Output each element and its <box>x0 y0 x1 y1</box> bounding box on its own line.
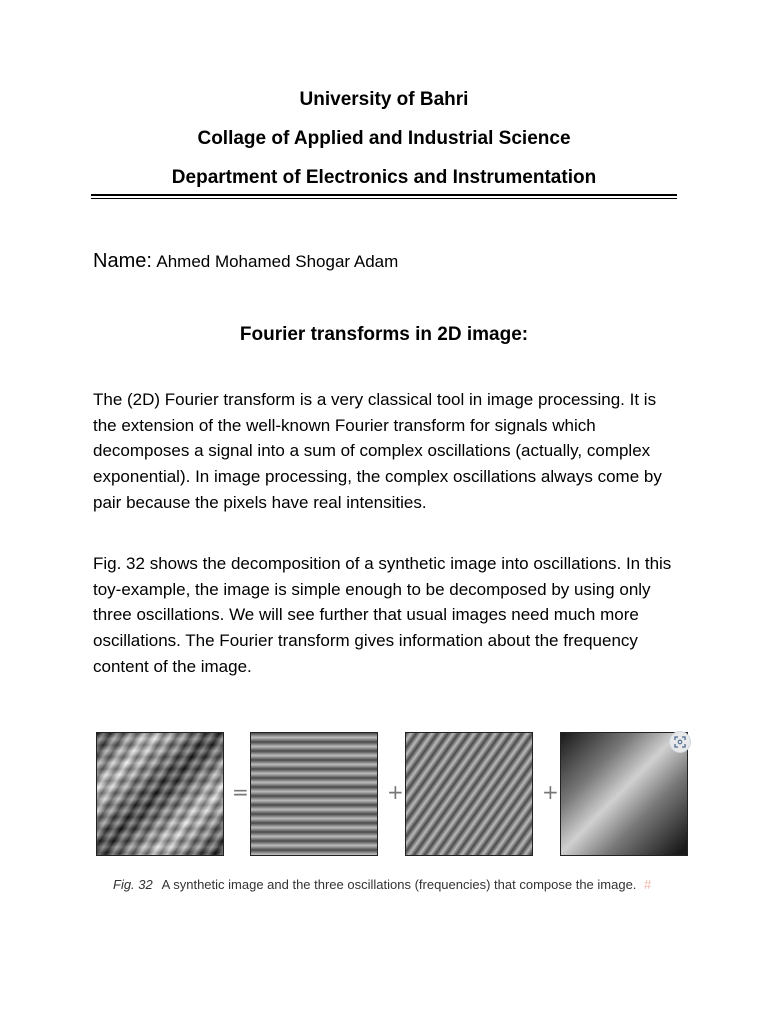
oscillation-horizontal[interactable] <box>250 732 378 856</box>
oscillation-low-frequency[interactable] <box>560 732 688 856</box>
name-value: Ahmed Mohamed Shogar Adam <box>156 252 399 271</box>
zoom-icon <box>674 736 686 748</box>
header-department: Department of Electronics and Instrumentation <box>171 167 597 188</box>
zoom-button[interactable] <box>669 731 691 753</box>
paragraph-figure-description: Fig. 32 shows the decomposition of a synthetic image into oscillations. In this toy-example, the image is simple enough to be decomposed by using only three oscillations. We will see further that usual images need much more oscillations. The Fourier transform gives information about the frequency content of the image. <box>93 554 672 676</box>
header-rule-thin <box>91 198 677 199</box>
paragraph-intro: The (2D) Fourier transform is a very classical tool in image processing. It is the extension of the well-known Fourier transform for signals which decomposes a signal into a sum of complex oscillations (actually, complex exponential). In image processing, the complex oscillations always come by pair because the pixels have real intensities. <box>93 390 662 512</box>
caption-permalink[interactable]: # <box>644 877 652 892</box>
synthetic-image[interactable] <box>96 732 224 856</box>
caption-label: Fig. 32 <box>113 877 153 892</box>
header-rule-thick <box>91 194 677 196</box>
figure-fourier-decomposition <box>93 730 701 895</box>
name-row <box>93 250 398 273</box>
section-title: Fourier transforms in 2D image: <box>239 324 529 345</box>
header-college: Collage of Applied and Industrial Science <box>197 128 571 149</box>
caption-text: A synthetic image and the three oscillations (frequencies) that compose the image. <box>161 877 637 892</box>
oscillation-diagonal[interactable] <box>405 732 533 856</box>
name-label: Name: <box>93 250 152 272</box>
header-university: University of Bahri <box>299 89 469 110</box>
equals-sign: = <box>232 780 249 804</box>
plus-sign: + <box>542 780 559 804</box>
figure-caption <box>113 877 651 892</box>
plus-sign: + <box>387 780 404 804</box>
